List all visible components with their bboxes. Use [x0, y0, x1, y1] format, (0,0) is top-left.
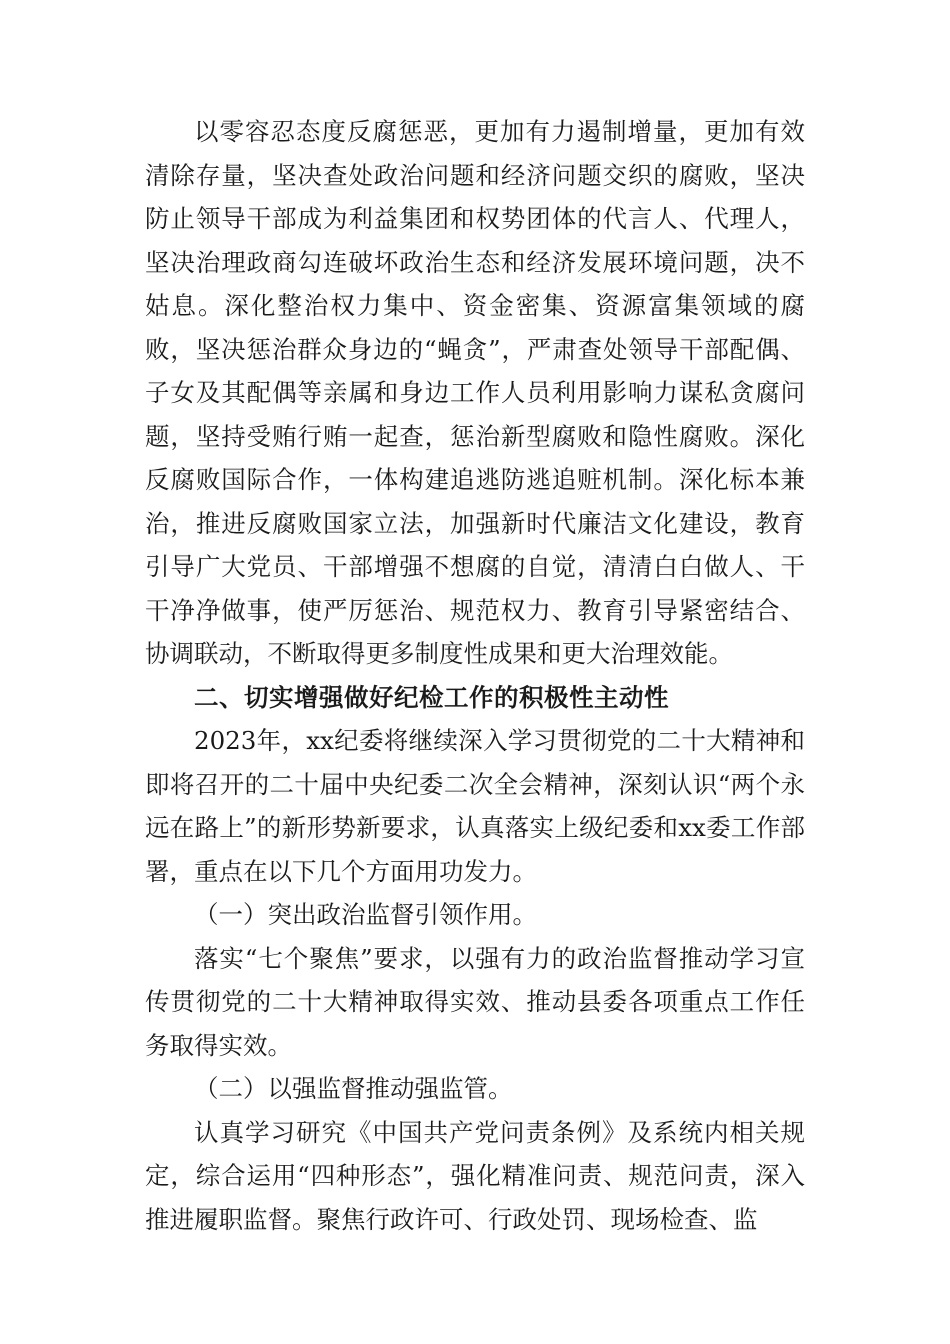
paragraph-2023-plan: 2023年，xx纪委将继续深入学习贯彻党的二十大精神和即将召开的二十届中央纪委二次全会精神，深刻认识“两个永远在路上”的新形势新要求，认真落实上级纪委和xx委工作部署，重点在以下几个方面用功发力。 — [145, 726, 805, 886]
paragraph-political-supervision: 落实“七个聚焦”要求，以强有力的政治监督推动学习宣传贯彻党的二十大精神取得实效、推动县委各项重点工作任务取得实效。 — [145, 943, 805, 1060]
paragraph-anticorruption: 以零容忍态度反腐惩恶，更加有力遏制增量，更加有效清除存量，坚决查处政治问题和经济问题交织的腐败，坚决防止领导干部成为利益集团和权势团体的代言人、代理人，坚决治理政商勾连破坏政治生态和经济发展环境问题，决不姑息。深化整治权力集中、资金密集、资源富集领域的腐败，坚决惩治群众身边的“蝇贪”，严肃查处领导干部配偶、子女及其配偶等亲属和身边工作人员利用影响力谋私贪腐问题，坚持受贿行贿一起查，惩治新型腐败和隐性腐败。深化反腐败国际合作，一体构建追逃防逃追赃机制。深化标本兼治，推进反腐败国家立法，加强新时代廉洁文化建设，教育引导广大党员、干部增强不想腐的自觉，清清白白做人、干干净净做事，使严厉惩治、规范权力、教育引导紧密结合、协调联动，不断取得更多制度性成果和更大治理效能。 — [145, 117, 805, 668]
section-heading-2: 二、切实增强做好纪检工作的积极性主动性 — [194, 682, 669, 712]
paragraph-accountability: 认真学习研究《中国共产党问责条例》及系统内相关规定，综合运用“四种形态”，强化精准问责、规范问责，深入推进履职监督。聚焦行政许可、行政处罚、现场检查、监 — [145, 1117, 805, 1234]
document-body — [145, 110, 805, 1241]
subheading-1: （一）突出政治监督引领作用。 — [194, 900, 537, 929]
subheading-2: （二）以强监督推动强监管。 — [194, 1074, 513, 1103]
